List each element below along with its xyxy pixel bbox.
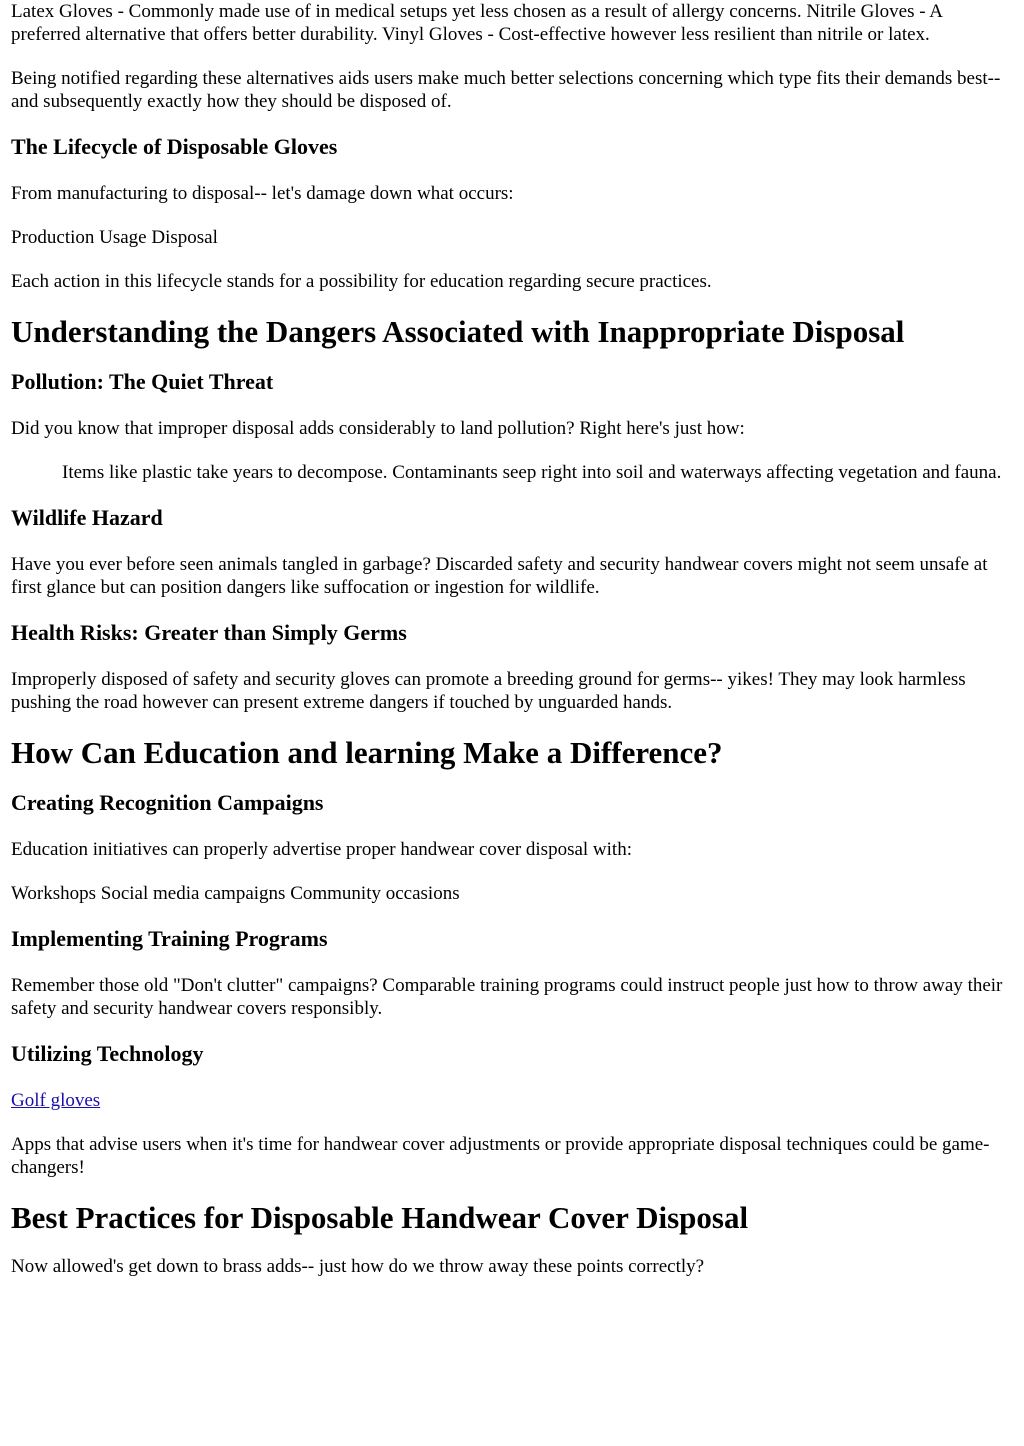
heading-dangers: Understanding the Dangers Associated with Inappropriate Disposal — [11, 314, 905, 349]
paragraph-stages: Production Usage Disposal — [11, 227, 218, 248]
heading-training: Implementing Training Programs — [11, 926, 328, 951]
heading-best-practices: Best Practices for Disposable Handwear Cover Disposal — [11, 1200, 749, 1235]
paragraph-notified: Being notified regarding these alternatives aids users make much better selections concerning which type fits their demands best-- and subsequently exactly how they should be disposed of. — [11, 68, 1001, 112]
golf-gloves-link[interactable]: Golf gloves — [11, 1090, 101, 1111]
paragraph-now-allowed: Now allowed's get down to brass adds-- just how do we throw away these points correctly? — [11, 1256, 705, 1277]
heading-lifecycle: The Lifecycle of Disposable Gloves — [11, 134, 338, 159]
paragraph-campaign-list: Workshops Social media campaigns Community occasions — [11, 883, 460, 904]
paragraph-wildlife: Have you ever before seen animals tangled in garbage? Discarded safety and security handwear covers might not seem unsafe at first glance but can position dangers like suffocation or ingestion for wildlife. — [11, 554, 988, 598]
heading-technology: Utilizing Technology — [11, 1041, 204, 1066]
paragraph-golf-link — [11, 1089, 1013, 1112]
paragraph-initiatives: Education initiatives can properly advertise proper handwear cover disposal with: — [11, 839, 632, 860]
paragraph-did-you-know: Did you know that improper disposal adds considerably to land pollution? Right here's just how: — [11, 418, 745, 439]
heading-pollution: Pollution: The Quiet Threat — [11, 369, 274, 394]
paragraph-each-action: Each action in this lifecycle stands for a possibility for education regarding secure practices. — [11, 271, 712, 292]
heading-health: Health Risks: Greater than Simply Germs — [11, 620, 407, 645]
blockquote-pollution-items: Items like plastic take years to decompose. Contaminants seep right into soil and waterways affecting vegetation and fauna. — [62, 462, 1002, 483]
heading-education: How Can Education and learning Make a Difference? — [11, 735, 723, 770]
paragraph-health: Improperly disposed of safety and security gloves can promote a breeding ground for germs-- yikes! They may look harmless pushing the road however can present extreme dangers if touched by unguarded hands. — [11, 669, 966, 713]
paragraph-glove-types: Latex Gloves - Commonly made use of in medical setups yet less chosen as a result of allergy concerns. Nitrile Gloves - A preferred alternative that offers better durability. Vinyl Gloves - Cost-effective however less resilient than nitrile or latex. — [11, 1, 942, 45]
paragraph-apps: Apps that advise users when it's time for handwear cover adjustments or provide appropriate disposal techniques could be game-changers! — [11, 1134, 990, 1178]
paragraph-manufacturing: From manufacturing to disposal-- let's damage down what occurs: — [11, 183, 514, 204]
heading-wildlife: Wildlife Hazard — [11, 505, 163, 530]
heading-campaigns: Creating Recognition Campaigns — [11, 790, 324, 815]
paragraph-training: Remember those old "Don't clutter" campaigns? Comparable training programs could instruct people just how to throw away their safety and security handwear covers responsibly. — [11, 975, 1003, 1019]
